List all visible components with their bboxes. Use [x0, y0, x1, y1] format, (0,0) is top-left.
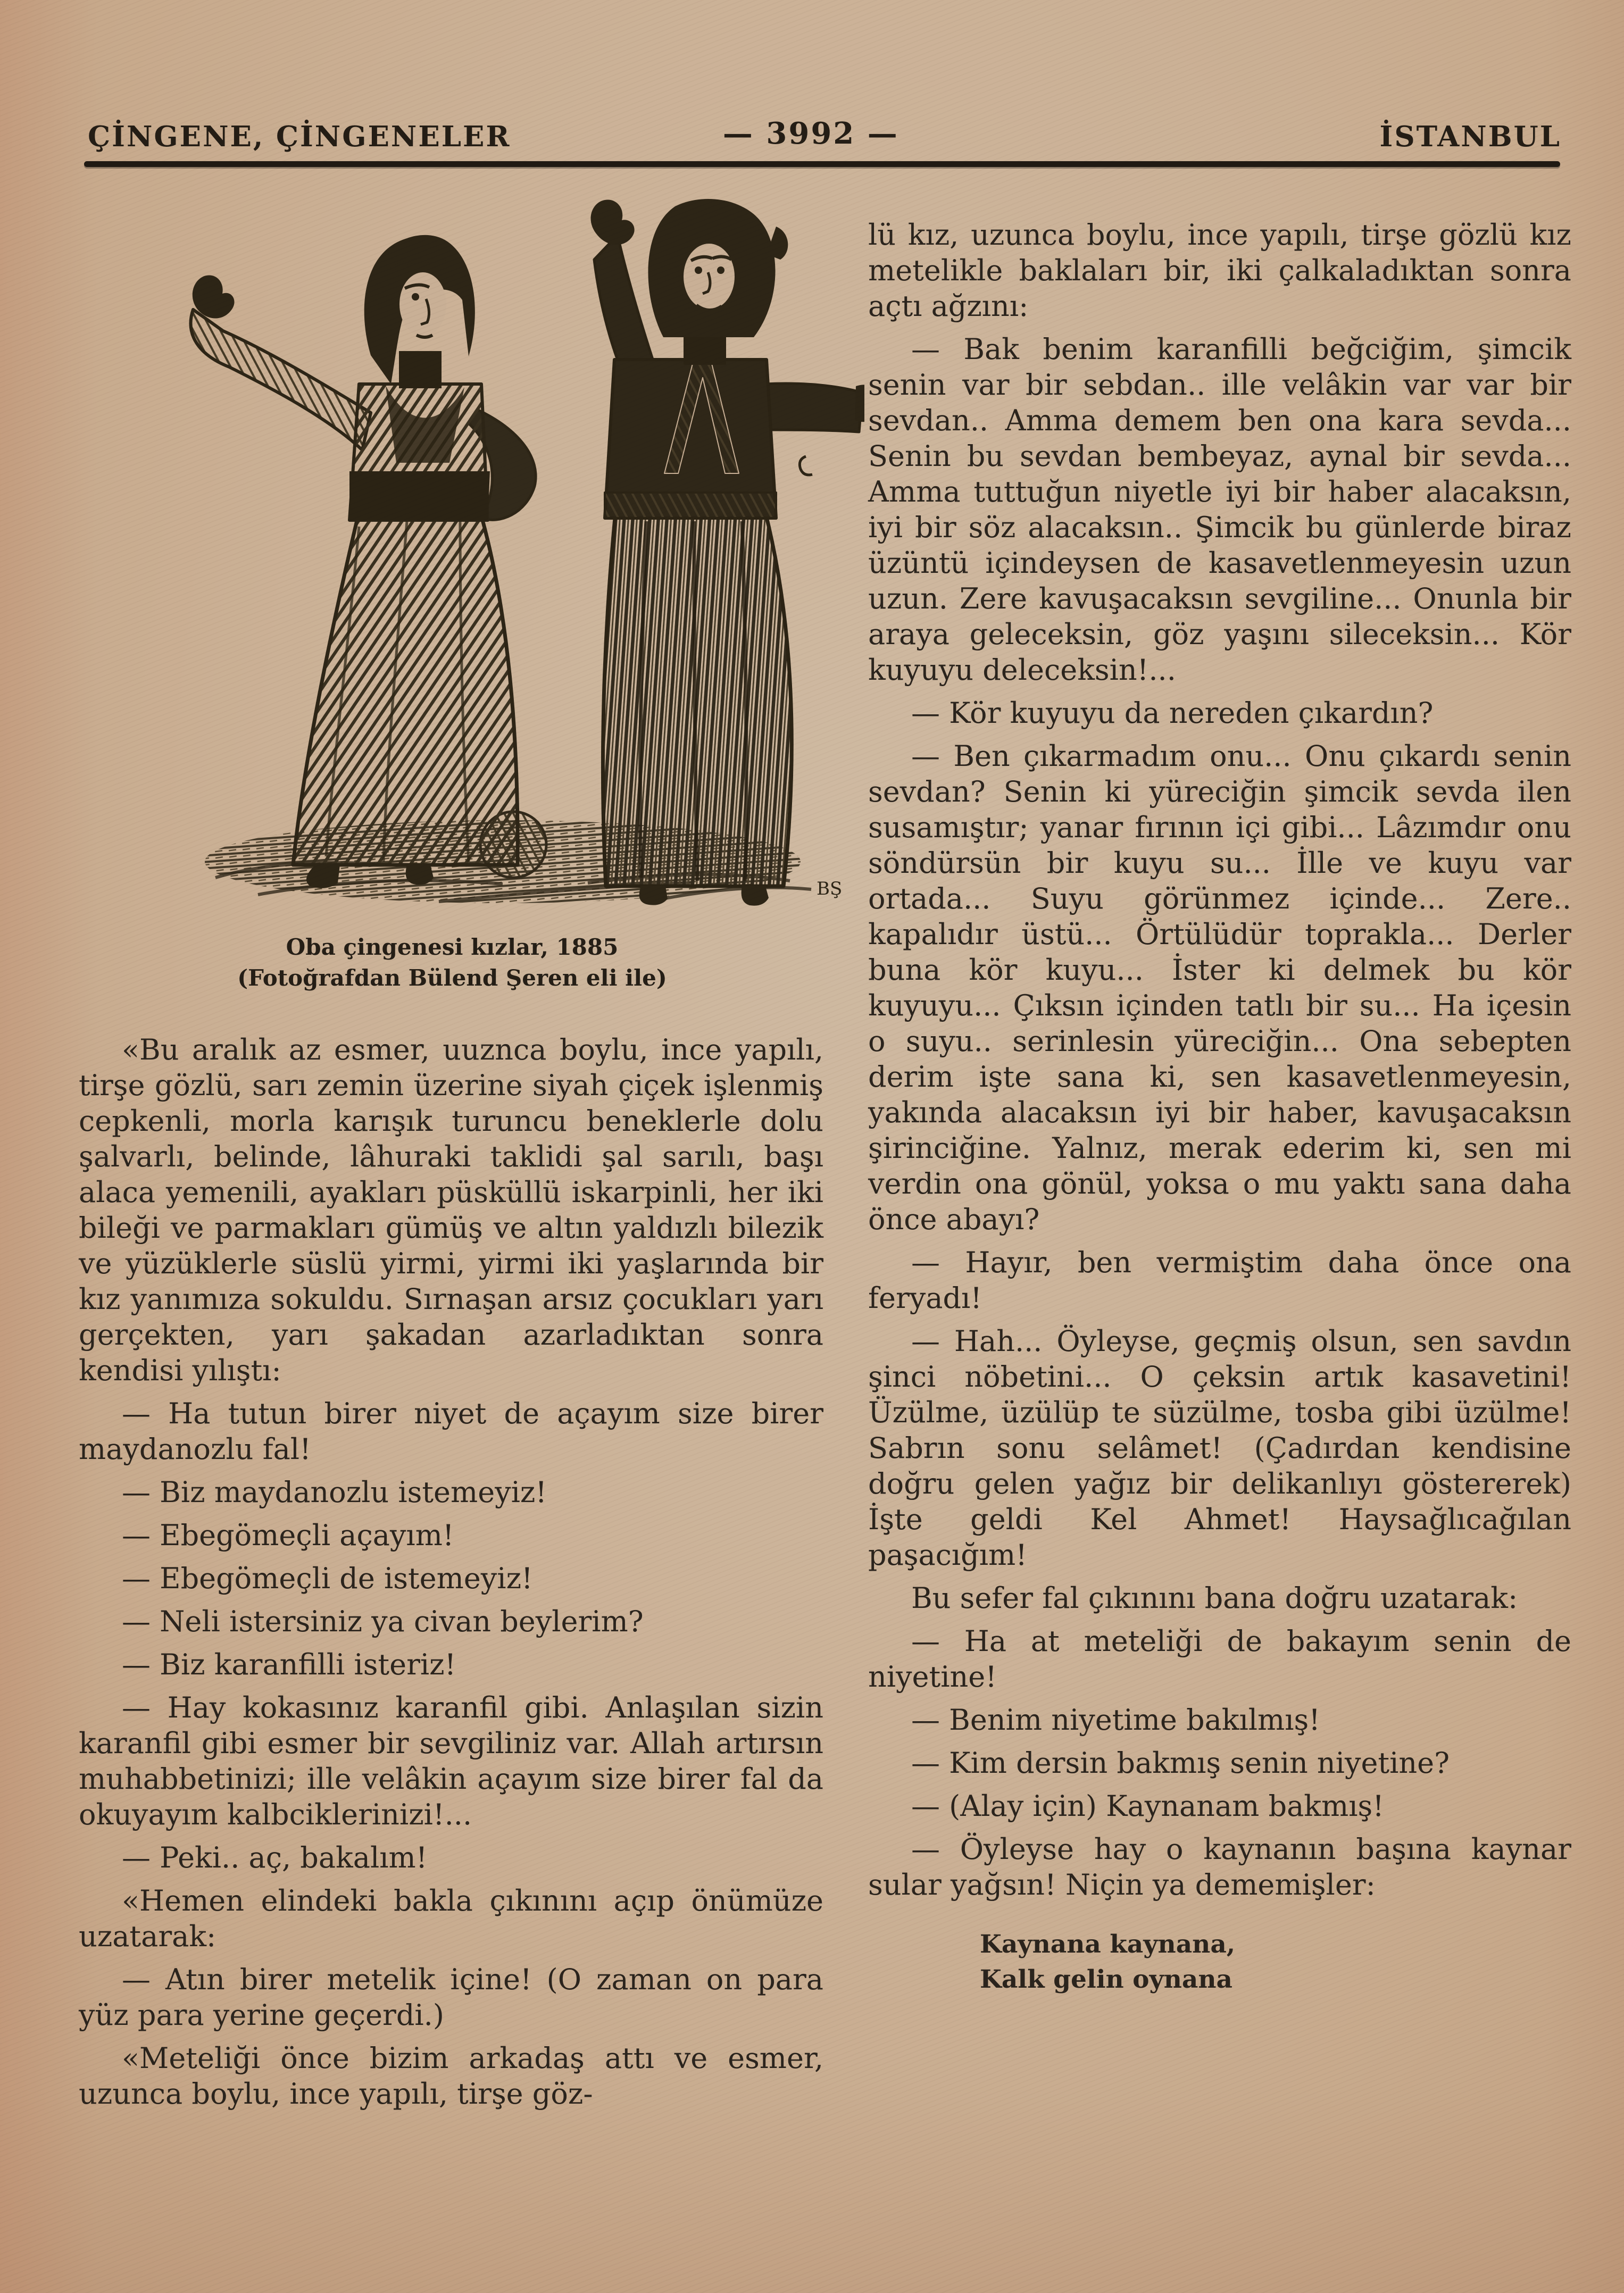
body-paragraph: — Ben çıkarmadım onu... Onu çıkardı senin sevdan? Senin ki yüreciğin şimcik sevda ilen susamıştır; yanar fırının içi gibi... Lâzımdır onu söndürsün bir kuyu su... İlle ve kuyu var ortada... Suyu görünmez içinde... Zere.. kapalıdır üstü... Örtülüdür toprakla... Derler buna kör kuyu... İster ki delmek bu kör kuyuyu... Çıksın içinden tatlı bir su... Ha içesin o suyu.. serinlesin yüreciğin... Ona sebepten derim işte sana ki, sen kasavetlenmeyesin, yakında alacaksın iyi bir haber, kavuşacaksın şirinciğine. Yalnız, merak ederim ki, sen mi verdin ona gönül, yoksa o mu yaktı sana daha önce abayı?: [868, 739, 1571, 1236]
right-girl-figure: [591, 199, 864, 906]
body-paragraph: — Kör kuyuyu da nereden çıkardın?: [911, 696, 1434, 730]
page-header: [85, 116, 1561, 159]
caption-line-1: Oba çingenesi kızlar, 1885: [286, 934, 619, 960]
body-paragraph: — Biz maydanozlu istemeyiz!: [122, 1475, 547, 1509]
body-paragraph: — Ebegömeçli de istemeyiz!: [122, 1562, 533, 1595]
body-paragraph: — Hah... Öyleyse, geçmiş olsun, sen savdın şinci nöbetini... O çeksin artık kasavetini! Üzülme, üzülüp te süzülme, tosba gibi üzülme! Sabrın sonu selâmet! (Çadırdan kendisine doğru gelen yağız bir delikanlıyı göstererek) İşte geldi Kel Ahmet! Haysağlıcağılan paşacığım!: [868, 1324, 1571, 1572]
body-paragraph: Bu sefer fal çıkınını bana doğru uzatarak:: [911, 1581, 1518, 1615]
page-number: — 3992 —: [722, 116, 899, 151]
verse-line: Kaynana kaynana,: [980, 1930, 1236, 1959]
left-column: [79, 1032, 823, 2119]
body-paragraph: — Benim niyetime bakılmış!: [911, 1703, 1320, 1737]
body-paragraph: — Biz karanfilli isteriz!: [122, 1648, 456, 1681]
body-paragraph: — Bak benim karanfilli beğciğim, şimcik senin var bir sebdan.. ille velâkin var var bir sevdan.. Amma demem ben ona kara sevda... Senin bu sevdan bembeyaz, aynal bir sevda... Amma tuttuğun niyetle iyi bir haber alacaksın, iyi bir söz alacaksın.. Şimcik bu günlerde biraz üzüntü içindeysen de kasavetlenmeyesin uzun uzun. Zere kavuşacaksın sevgiline... Onunla bir araya geleceksin, göz yaşını sileceksin... Kör kuyuyu deleceksin!...: [868, 332, 1571, 687]
right-column-text: [868, 217, 1571, 1903]
body-paragraph: — Ha tutun birer niyet de açayım size birer maydanozlu fal!: [79, 1397, 823, 1466]
body-paragraph: — Kim dersin bakmış senin niyetine?: [911, 1746, 1450, 1780]
publication-title: İSTANBUL: [1379, 120, 1561, 153]
body-paragraph: — Peki.. aç, bakalım!: [122, 1841, 428, 1874]
body-paragraph: — Öyleyse hay o kaynanın başına kaynar sular yağsın! Niçin ya dememişler:: [868, 1832, 1571, 1902]
illustration-caption: [80, 932, 825, 994]
verse-line: Kalk gelin oynana: [980, 1965, 1233, 1994]
folk-verse: [980, 1927, 1571, 1997]
left-girl-figure: [191, 235, 536, 888]
body-paragraph: — Neli istersiniz ya civan beylerim?: [122, 1605, 644, 1638]
header-rule: [84, 161, 1560, 167]
body-paragraph: — Ha at meteliği de bakayım senin de niyetine!: [868, 1624, 1571, 1694]
body-paragraph: — Ebegömeçli açayım!: [122, 1519, 454, 1552]
body-paragraph: «Hemen elindeki bakla çıkınını açıp önümüze uzatarak:: [79, 1884, 823, 1953]
engraving-signature: BŞ: [817, 878, 843, 899]
body-paragraph: «Meteliği önce bizim arkadaş attı ve esmer, uzunca boylu, ince yapılı, tirşe göz-: [79, 2041, 823, 2111]
caption-line-2: (Fotoğrafdan Bülend Şeren eli ile): [237, 965, 667, 991]
engraving-illustration: [109, 176, 864, 915]
article-title: ÇİNGENE, ÇİNGENELER: [88, 120, 511, 153]
body-paragraph: — Atın birer metelik içine! (O zaman on para yüz para yerine geçerdi.): [79, 1963, 823, 2032]
left-column-text: [79, 1032, 823, 2112]
body-paragraph: «Bu aralık az esmer, uuznca boylu, ince yapılı, tirşe gözlü, sarı zemin üzerine siyah çiçek işlenmiş cepkenli, morla karışık turuncu beneklerle dolu şalvarlı, belinde, lâhuraki taklidi şal sarılı, başı alaca yemenili, ayakları püsküllü iskarpinli, her iki bileği ve parmakları gümüş ve altın yaldızlı bilezik ve yüzüklerle süslü yirmi, yirmi iki yaşlarında bir kız yanımıza sokuldu. Sırnaşan arsız çocukları yarı gerçekten, yarı şakadan azarladıktan sonra kendisi yılıştı:: [79, 1033, 823, 1387]
body-paragraph: lü kız, uzunca boylu, ince yapılı, tirşe gözlü kız metelikle baklaları bir, iki çalkaladıktan sonra açtı ağzını:: [868, 218, 1571, 323]
body-paragraph: — (Alay için) Kaynanam bakmış!: [911, 1789, 1384, 1823]
right-column: [868, 217, 1571, 1997]
body-paragraph: — Hay kokasınız karanfil gibi. Anlaşılan sizin karanfil gibi esmer bir sevgiliniz var. Allah artırsın muhabbetinizi; ille velâkin açayım size birer fal da okuyayım kalbciklerinizi!...: [79, 1691, 823, 1831]
two-gypsy-girls-engraving: [109, 176, 864, 915]
body-paragraph: — Hayır, ben vermiştim daha önce ona feryadı!: [868, 1246, 1571, 1315]
